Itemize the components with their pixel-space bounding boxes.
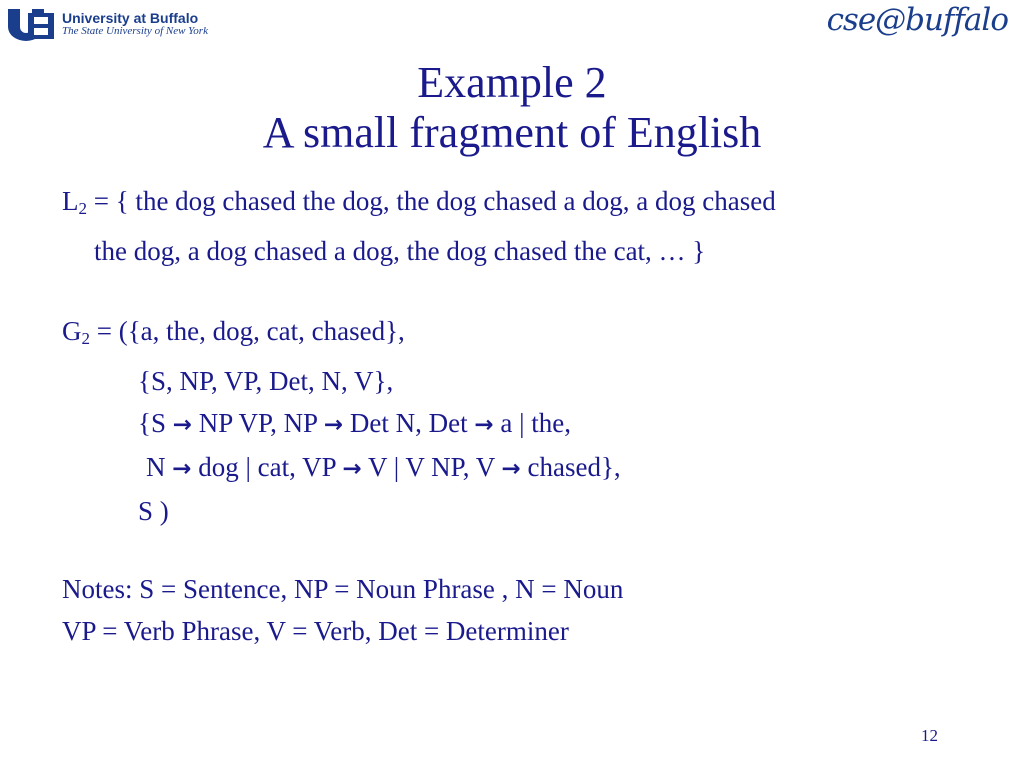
language-definition-line-1: $L_2$ = { the dog chased the dog, the dog chased a dog, a dog chased bbox=[62, 186, 776, 218]
grammar-line-3: {S → NP VP, NP → Det N, Det → a | the, bbox=[138, 408, 571, 438]
arrow-icon: → bbox=[501, 456, 521, 482]
university-name: University at Buffalo bbox=[62, 9, 199, 26]
arrow-icon: → bbox=[323, 412, 344, 438]
arrow-icon: → bbox=[172, 456, 192, 482]
grammar-line-4: N → dog | cat, VP → V | V NP, V → chased}, bbox=[146, 452, 621, 482]
grammar-line-5: S ) bbox=[138, 496, 169, 526]
notes-line-2: VP = Verb Phrase, V = Verb, Det = Determiner bbox=[62, 616, 569, 646]
page-number: 12 bbox=[921, 726, 938, 745]
language-definition-line-2: the dog, a dog chased a dog, the dog chased the cat, … } bbox=[94, 236, 706, 266]
title-line-1: Example 2 bbox=[417, 58, 607, 107]
grammar-line-2: {S, NP, VP, Det, N, V}, bbox=[138, 366, 394, 396]
university-subtitle: The State University of New York bbox=[62, 24, 208, 37]
notes-line-1: Notes: S = Sentence, NP = Noun Phrase , N = Noun bbox=[62, 574, 624, 604]
ub-logo bbox=[6, 7, 208, 41]
cse-buffalo-logo: cse@buffalo bbox=[826, 2, 1008, 38]
arrow-icon: → bbox=[172, 412, 193, 438]
slide-body bbox=[62, 180, 992, 652]
arrow-icon: → bbox=[474, 412, 494, 438]
ub-monogram-icon bbox=[6, 7, 56, 41]
grammar-line-1: $G_2 = (\{a$, the, dog, cat, chased}, bbox=[62, 316, 405, 348]
arrow-icon: → bbox=[342, 456, 362, 482]
slide-title bbox=[0, 58, 1024, 158]
title-line-2: A small fragment of English bbox=[262, 108, 762, 157]
